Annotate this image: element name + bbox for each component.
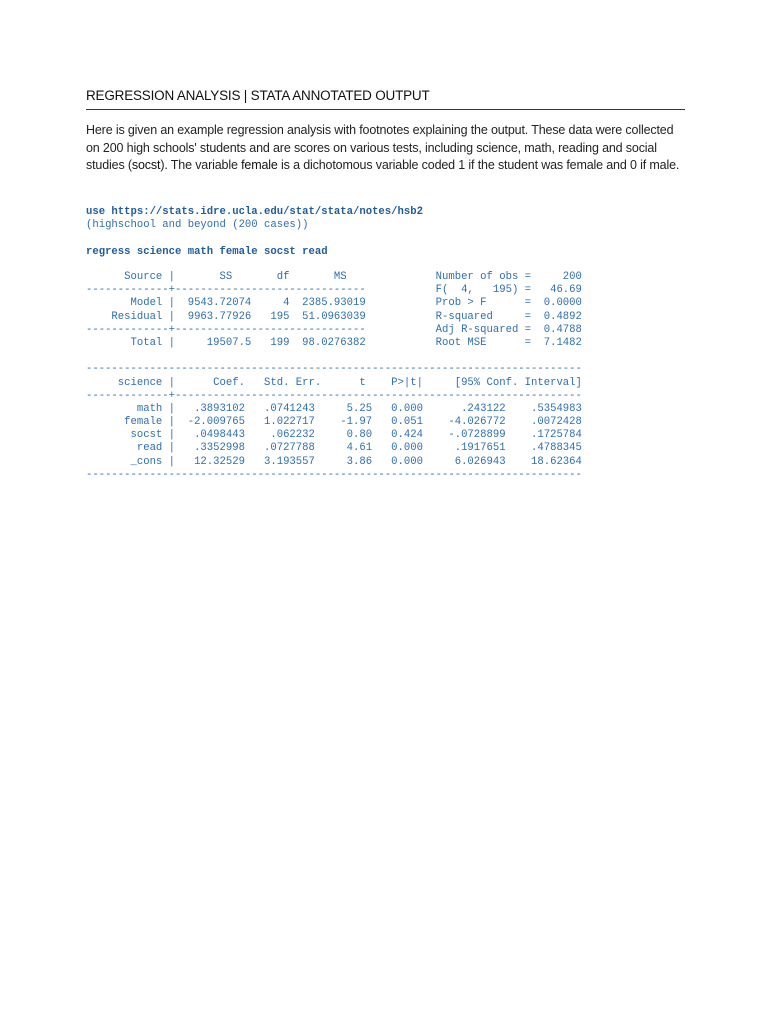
anova-line: Source | SS df MS Number of obs = 200: [86, 271, 582, 283]
anova-line: Model | 9543.72074 4 2385.93019 Prob > F = 0.0000: [86, 297, 582, 310]
blank-line: [86, 350, 582, 363]
intro-text: [86, 122, 686, 175]
coef-line: -------------+----------------------------------------------------------------: [86, 389, 582, 402]
coef-row-female: female | -2.009765 1.022717 -1.97 0.051 -4.026772 .0072428: [86, 416, 582, 429]
coef-row-read: read | .3352998 .0727788 4.61 0.000 .1917651 .4788345: [86, 442, 582, 455]
female-term: female: [241, 158, 278, 172]
coef-header-line: science | Coef. Std. Err. t P>|t| [95% Conf. Interval]: [86, 376, 582, 389]
anova-line: -------------+------------------------------ Adj R-squared = 0.4788: [86, 323, 582, 336]
title-underline: [86, 109, 685, 110]
intro-part-3: is a dichotomous variable coded 1 if the student was female and 0 if male.: [277, 158, 680, 172]
use-command-note: (highschool and beyond (200 cases)): [86, 219, 309, 231]
anova-line: Residual | 9963.77926 195 51.0963039 R-squared = 0.4892: [86, 310, 582, 323]
page-title: REGRESSION ANALYSIS | STATA ANNOTATED OUTPUT: [86, 88, 430, 103]
coef-line: ------------------------------------------------------------------------------: [86, 468, 582, 481]
coef-row-math: math | .3893102 .0741243 5.25 0.000 .243122 .5354983: [86, 402, 582, 415]
use-command: use https://stats.idre.ucla.edu/stat/stata/notes/hsb2: [86, 206, 423, 218]
intro-part-1: Here is given an example regression analysis with footnotes explaining the output. These data were collected on 200 high schools' students and are scores on various tests, including science, math, reading and social studies (: [86, 123, 674, 172]
anova-line: -------------+------------------------------ F( 4, 195) = 46.69: [86, 284, 582, 297]
intro-paragraph: [86, 122, 686, 175]
socst-term: socst: [131, 158, 161, 172]
regress-command: regress science math female socst read: [86, 246, 328, 258]
intro-part-2: ). The variable: [160, 158, 242, 172]
coef-line: ------------------------------------------------------------------------------: [86, 363, 582, 376]
anova-line: Total | 19507.5 199 98.0276382 Root MSE = 7.1482: [86, 336, 582, 349]
stata-output: [86, 271, 582, 482]
coef-row-socst: socst | .0498443 .062232 0.80 0.424 -.0728899 .1725784: [86, 429, 582, 442]
coef-row-cons: _cons | 12.32529 3.193557 3.86 0.000 6.026943 18.62364: [86, 455, 582, 468]
